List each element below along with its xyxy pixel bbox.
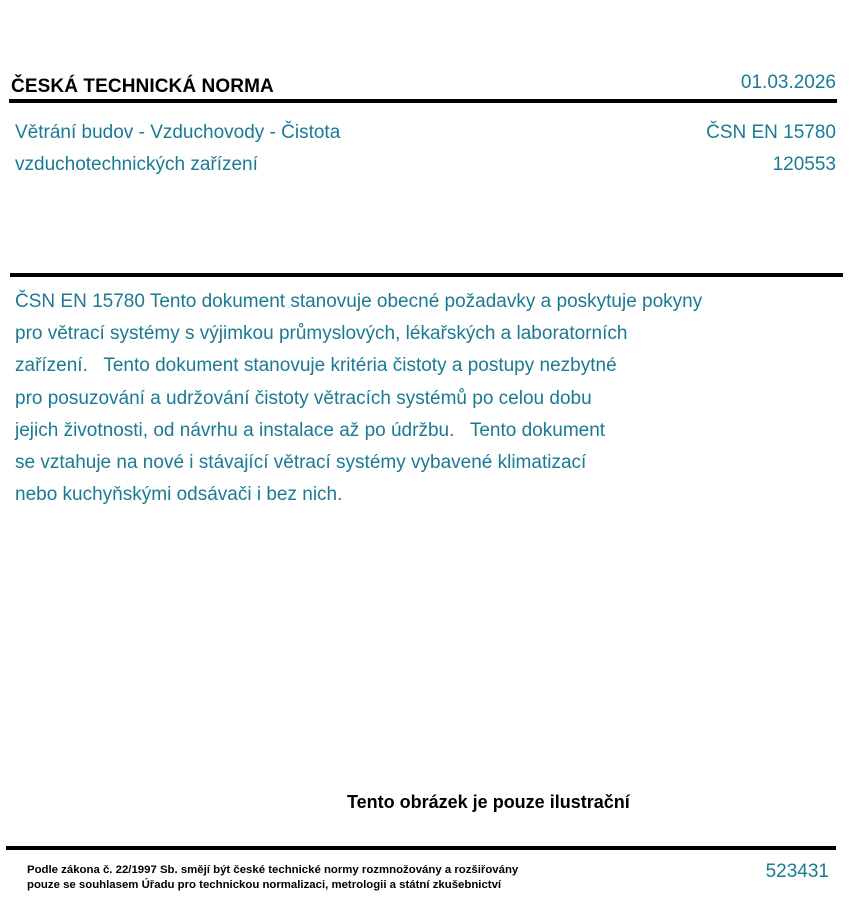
classification-number: 120553 (772, 154, 836, 175)
standard-title-line: Větrání budov - Vzduchovody - Čistota (15, 122, 341, 143)
standard-identifier (706, 117, 836, 181)
standard-title-line: vzduchotechnických zařízení (15, 154, 258, 175)
publication-date: 01.03.2026 (740, 72, 836, 93)
middle-divider (10, 273, 843, 277)
abstract-line: pro posuzování a udržování čistoty větracích systémů po celou dobu (15, 387, 592, 409)
bottom-divider (6, 846, 836, 850)
abstract-text (15, 286, 815, 511)
legal-line: pouze se souhlasem Úřadu pro technickou normalizaci, metrologii a státní zkušebnictví (27, 879, 502, 891)
abstract-line: zařízení. Tento dokument stanovuje kritéria čistoty a postupy nezbytné (15, 355, 617, 377)
top-divider (9, 99, 837, 103)
abstract-line: se vztahuje na nové i stávající větrací systémy vybavené klimatizací (15, 452, 587, 474)
standard-code: ČSN EN 15780 (706, 122, 836, 143)
standard-title (15, 117, 340, 181)
abstract-line: ČSN EN 15780 Tento dokument stanovuje obecné požadavky a poskytuje pokyny (15, 291, 703, 312)
document-type-title: ČESKÁ TECHNICKÁ NORMA (11, 76, 274, 97)
legal-line: Podle zákona č. 22/1997 Sb. smějí být české technické normy rozmnožovány a rozšiřovány (27, 864, 519, 876)
abstract-line: jejich životnosti, od návrhu a instalace až po údržbu. Tento dokument (15, 419, 606, 441)
order-number: 523431 (765, 861, 829, 882)
abstract-line: nebo kuchyňskými odsávači i bez nich. (15, 484, 343, 506)
illustration-note: Tento obrázek je pouze ilustrační (347, 792, 630, 812)
legal-notice (27, 863, 518, 893)
abstract-line: pro větrací systémy s výjimkou průmyslových, lékařských a laboratorních (15, 323, 628, 345)
